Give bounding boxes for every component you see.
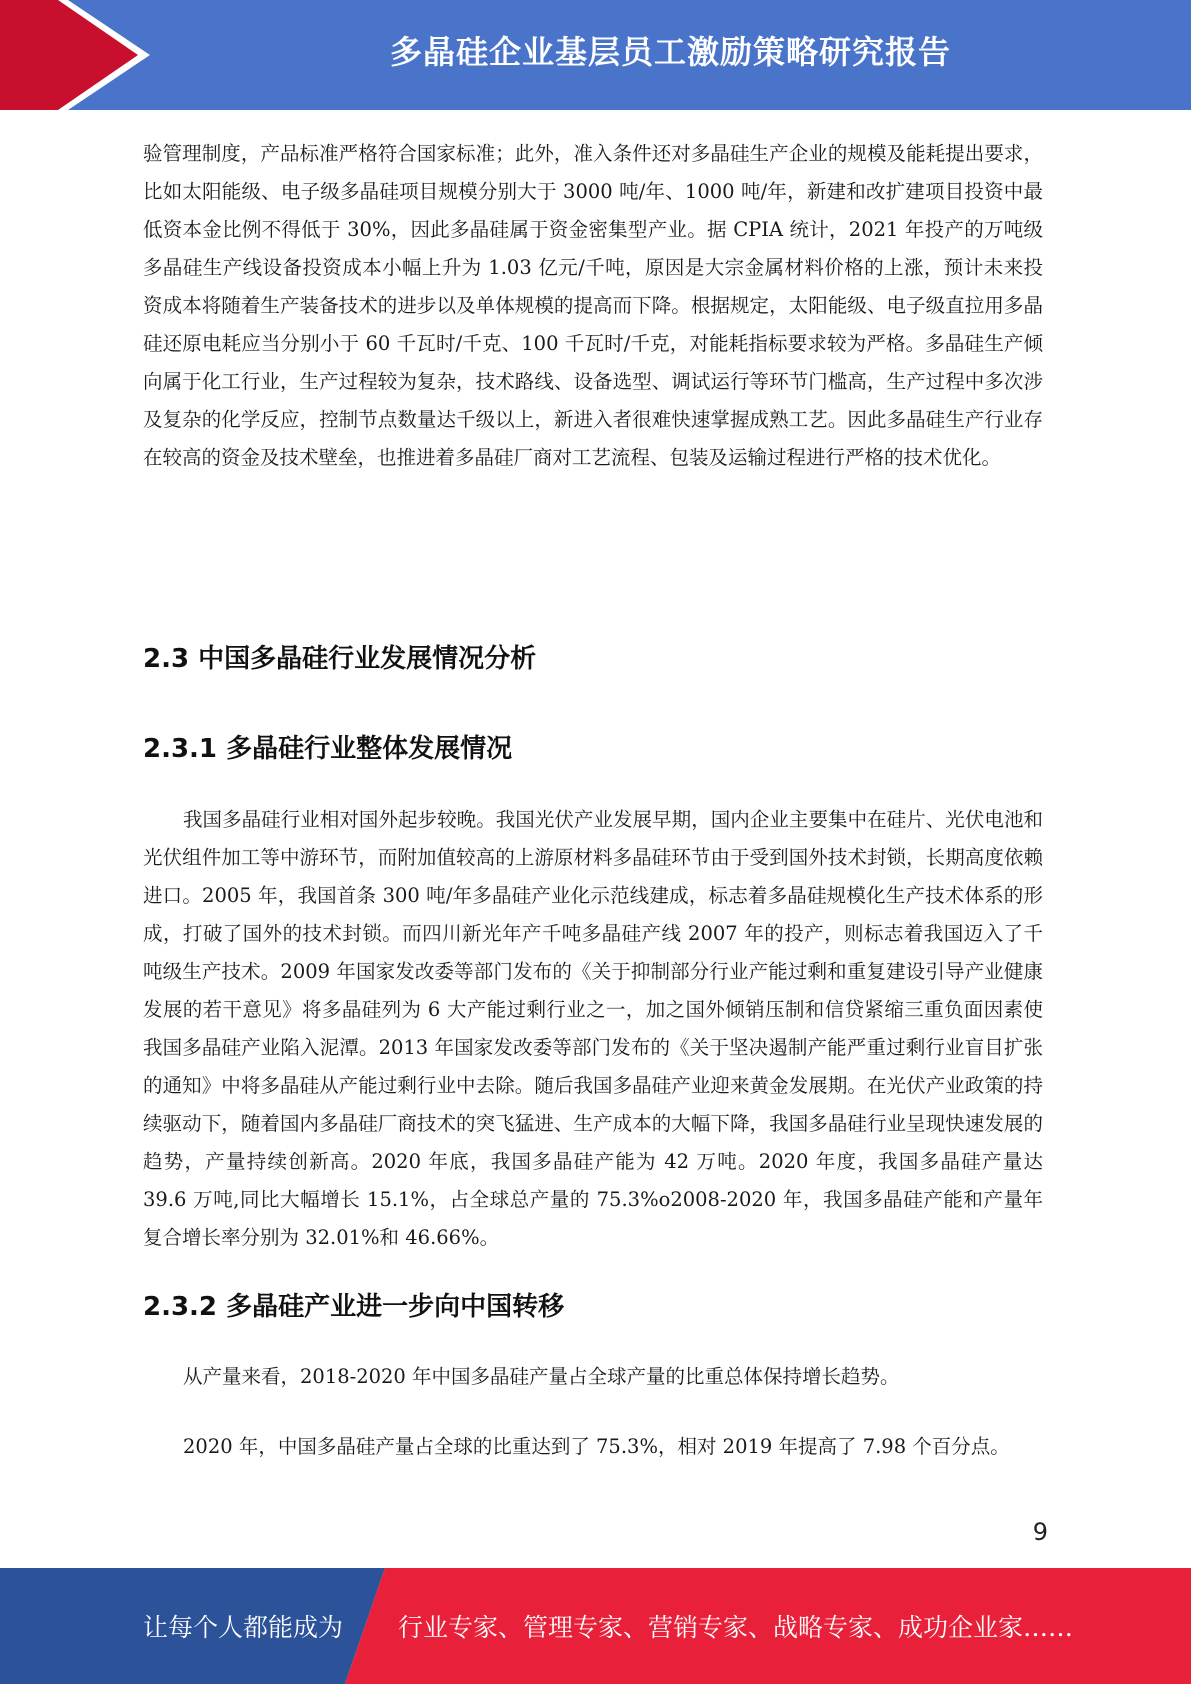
- page-header: [0, 0, 1191, 110]
- section-2-3-1-body: [143, 801, 1043, 1257]
- section-heading-2-3: 2.3 中国多晶硅行业发展情况分析: [143, 644, 537, 674]
- section-heading-2-3-2: 2.3.2 多晶硅产业进一步向中国转移: [143, 1292, 565, 1322]
- section-heading-2-3-1: 2.3.1 多晶硅行业整体发展情况: [143, 734, 513, 764]
- header-arrow-decoration: [0, 0, 160, 110]
- footer-slogan-left: 让每个人都能成为: [143, 1613, 344, 1642]
- footer-slogan-right: 行业专家、管理专家、营销专家、战略专家、成功企业家……: [398, 1613, 1074, 1642]
- section-2-3-2-line-2: 2020 年，中国多晶硅产量占全球的比重达到了 75.3%，相对 2019 年提高了 7.98 个百分点。: [183, 1435, 1010, 1458]
- section-2-3-2-line-1: 从产量来看，2018-2020 年中国多晶硅产量占全球产量的比重总体保持增长趋势。: [183, 1365, 900, 1388]
- page-footer: [0, 1568, 1191, 1684]
- page-number: 9: [1032, 1518, 1048, 1546]
- section-2-3-1-paragraph: 我国多晶硅行业相对国外起步较晚。我国光伏产业发展早期，国内企业主要集中在硅片、光伏电池和光伏组件加工等中游环节，而附加值较高的上游原材料多晶硅环节由于受到国外技术封锁，长期高度依赖进口。2005 年，我国首条 300 吨/年多晶硅产业化示范线建成，标志着多晶硅规模化生产技术体系的形成，打破了国外的技术封锁。而四川新光年产千吨多晶硅产线 2007 年的投产，则标志着我国迈入了千吨级生产技术。2009 年国家发改委等部门发布的《关于抑制部分行业产能过剩和重复建设引导产业健康发展的若干意见》将多晶硅列为 6 大产能过剩行业之一，加之国外倾销压制和信贷紧缩三重负面因素使我国多晶硅产业陷入泥潭。2013 年国家发改委等部门发布的《关于坚决遏制产能严重过剩行业盲目扩张的通知》中将多晶硅从产能过剩行业中去除。随后我国多晶硅产业迎来黄金发展期。在光伏产业政策的持续驱动下，随着国内多晶硅厂商技术的突飞猛进、生产成本的大幅下降，我国多晶硅行业呈现快速发展的趋势，产量持续创新高。2020 年底，我国多晶硅产能为 42 万吨。2020 年度，我国多晶硅产量达 39.6 万吨,同比大幅增长 15.1%，占全球总产量的 75.3%o2008-2020 年，我国多晶硅产能和产量年复合增长率分别为 32.01%和 46.66%。: [143, 808, 1043, 1249]
- header-title: 多晶硅企业基层员工激励策略研究报告: [389, 33, 951, 71]
- intro-paragraph: 验管理制度，产品标准严格符合国家标准；此外，准入条件还对多晶硅生产企业的规模及能耗提出要求，比如太阳能级、电子级多晶硅项目规模分别大于 3000 吨/年、1000 吨/年，新建和改扩建项目投资中最低资本金比例不得低于 30%，因此多晶硅属于资金密集型产业。据 CPIA 统计，2021 年投产的万吨级多晶硅生产线设备投资成本小幅上升为 1.03 亿元/千吨，原因是大宗金属材料价格的上涨，预计未来投资成本将随着生产装备技术的进步以及单体规模的提高而下降。根据规定，太阳能级、电子级直拉用多晶硅还原电耗应当分别小于 60 千瓦时/千克、100 千瓦时/千克，对能耗指标要求较为严格。多晶硅生产倾向属于化工行业，生产过程较为复杂，技术路线、设备选型、调试运行等环节门槛高，生产过程中多次涉及复杂的化学反应，控制节点数量达千级以上，新进入者很难快速掌握成熟工艺。因此多晶硅生产行业存在较高的资金及技术壁垒，也推进着多晶硅厂商对工艺流程、包装及运输过程进行严格的技术优化。: [143, 142, 1043, 469]
- intro-text-block: [143, 135, 1043, 477]
